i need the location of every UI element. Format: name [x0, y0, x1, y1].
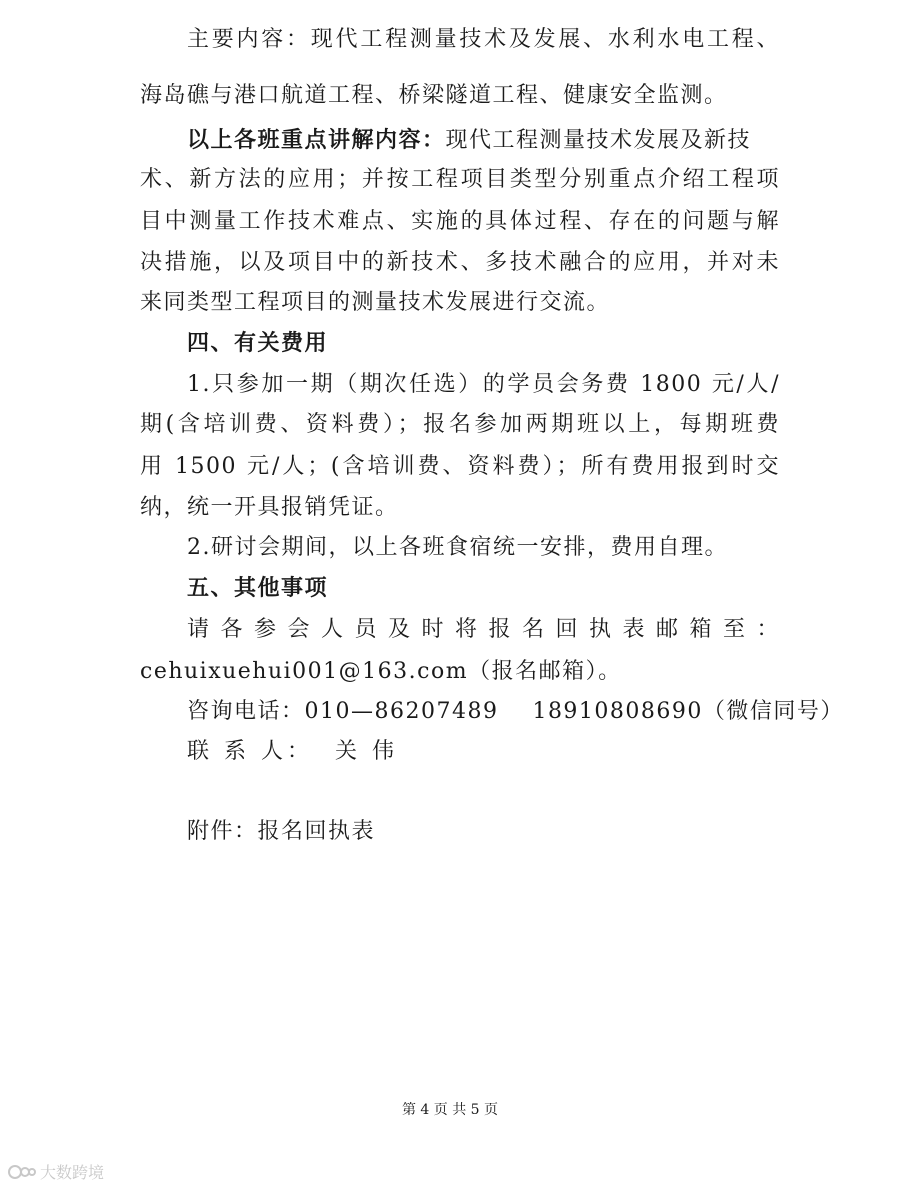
content-line: 1.只参加一期（期次任选）的学员会务费 1800 元/人/	[187, 372, 780, 397]
content-line: 2.研讨会期间，以上各班食宿统一安排，费用自理。	[187, 535, 728, 560]
content-line: 目中测量工作技术难点、实施的具体过程、存在的问题与解	[140, 209, 780, 234]
content-line: 决措施，以及项目中的新技术、多技术融合的应用，并对未	[140, 250, 780, 275]
content-line: 请各参会人员及时将报名回执表邮箱至：	[187, 617, 780, 642]
page-number: 第 4 页 共 5 页	[401, 1102, 499, 1118]
content-line: 主要内容：现代工程测量技术及发展、水利水电工程、	[187, 27, 780, 52]
email-line: cehuixuehui001@163.com（报名邮箱）。	[140, 659, 622, 684]
content-line: 术、新方法的应用；并按工程项目类型分别重点介绍工程项	[140, 167, 780, 192]
watermark	[8, 1160, 104, 1183]
content-line: 纳，统一开具报销凭证。	[140, 495, 399, 520]
summary-paragraph-start	[187, 120, 780, 160]
summary-text: 现代工程测量技术发展及新技	[445, 128, 752, 153]
contact-line: 联 系 人： 关 伟	[187, 739, 398, 764]
content-line: 期(含培训费、资料费）；报名参加两期班以上，每期班费	[140, 412, 780, 437]
phone-line: 咨询电话：010—86207489 18910808690（微信同号）	[187, 699, 844, 724]
section-heading-other: 五、其他事项	[187, 575, 329, 601]
summary-bold-label: 以上各班重点讲解内容：	[187, 127, 446, 153]
content-line: 用 1500 元/人；(含培训费、资料费）；所有费用报到时交	[140, 454, 780, 479]
section-heading-fees: 四、有关费用	[187, 330, 329, 356]
content-line: 海岛礁与港口航道工程、桥梁隧道工程、健康安全监测。	[140, 83, 728, 108]
attachment-line: 附件：报名回执表	[187, 819, 376, 844]
watermark-logo-icon	[8, 1162, 36, 1182]
watermark-text: 大数跨境	[40, 1163, 105, 1182]
content-line: 来同类型工程项目的测量技术发展进行交流。	[140, 290, 611, 315]
